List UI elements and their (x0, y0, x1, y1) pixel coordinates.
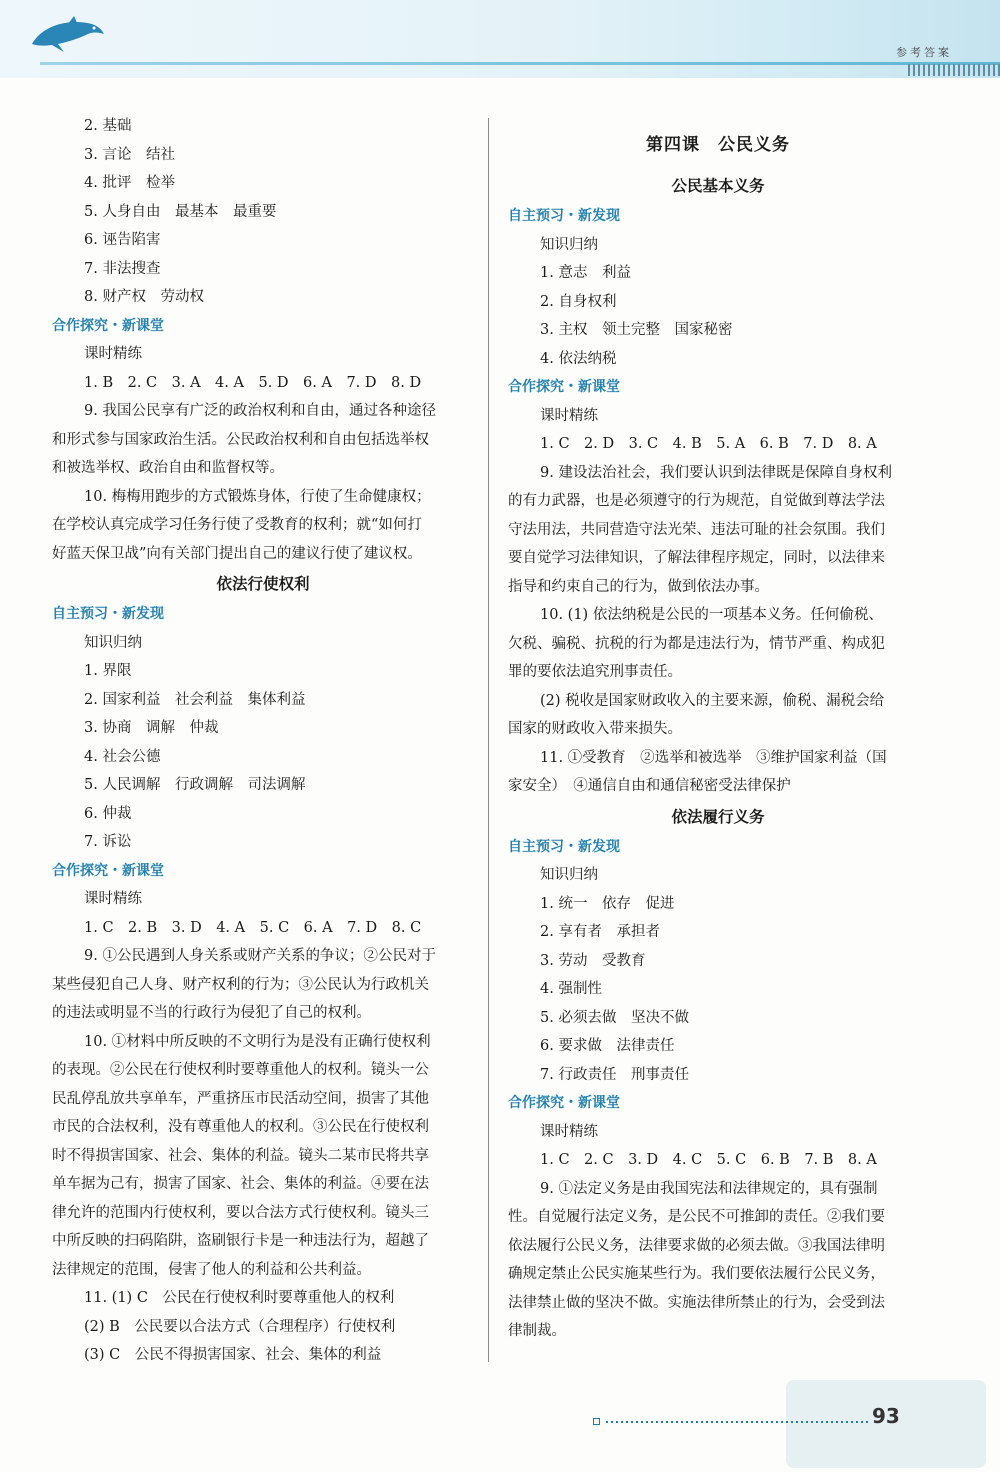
paragraph-line: 律允许的范围内行使权利，要以合法方式行使权利。镜头三 (52, 1204, 429, 1221)
answer-line: 知识归纳 (540, 236, 598, 253)
answer-line: 4. 依法纳税 (540, 350, 617, 367)
paragraph-line: 11. ①受教育 ②选举和被选举 ③维护国家利益（国 (540, 749, 887, 766)
paragraph-line: 和被选举权、政治自由和监督权等。 (52, 460, 284, 476)
paragraph-line: 依法履行公民义务，法律要求做的必须去做。③我国法律明 (508, 1237, 885, 1254)
paragraph-line: 法律禁止做的坚决不做。实施法律所禁止的行为，会受到法 (508, 1294, 885, 1311)
answer-line: 课时精练 (84, 891, 142, 907)
answer-line: 课时精练 (84, 346, 142, 362)
answer-line: 2. 享有者 承担者 (540, 924, 660, 940)
answer-line: 知识归纳 (84, 634, 142, 651)
paragraph-line: 的有力武器，也是必须遵守的行为规范，自觉做到尊法学法 (508, 493, 885, 509)
paragraph-line: 中所反映的扫码陷阱，盗刷银行卡是一种违法行为，超越了 (52, 1233, 429, 1249)
answer-line: 5. 人民调解 行政调解 司法调解 (84, 777, 306, 793)
paragraph-line: 确规定禁止公民实施某些行为。我们要依法履行公民义务， (508, 1266, 885, 1282)
answer-line: 2. 基础 (84, 118, 132, 134)
dolphin-logo-icon (28, 14, 108, 56)
paragraph-line: 某些侵犯自己人身、财产权利的行为；③公民认为行政机关 (52, 976, 429, 993)
answer-line: 5. 人身自由 最基本 最重要 (84, 203, 277, 220)
section-label: 合作探究・新课堂 (508, 379, 620, 395)
section-label: 自主预习・新发现 (508, 208, 620, 224)
paragraph-line: 民乱停乱放共享单车，严重挤压市民活动空间，损害了其他 (52, 1090, 429, 1107)
paragraph-line: 9. 建设法治社会，我们要认识到法律既是保障自身权利 (540, 464, 892, 481)
footer-square-icon (593, 1418, 600, 1425)
answer-line: 4. 社会公德 (84, 748, 161, 765)
paragraph-line: 10. (1) 依法纳税是公民的一项基本义务。任何偷税、 (540, 607, 883, 623)
paragraph-line: 9. 我国公民享有广泛的政治权利和自由，通过各种途径 (84, 403, 436, 419)
paragraph-line: 10. 梅梅用跑步的方式锻炼身体，行使了生命健康权； (84, 488, 431, 505)
paragraph-line: 国家的财政收入带来损失。 (508, 721, 682, 737)
answer-line: 4. 批评 检举 (84, 175, 175, 191)
answer-line: 1. C 2. D 3. C 4. B 5. A 6. B 7. D 8. A (540, 436, 877, 452)
answer-line: 3. 协商 调解 仲裁 (84, 720, 219, 736)
answer-line: (2) B 公民要以合法方式（合理程序）行使权利 (84, 1318, 396, 1335)
paragraph-line: 性。自觉履行法定义务，是公民不可推卸的责任。②我们要 (508, 1209, 885, 1225)
paragraph-line: 10. ①材料中所反映的不文明行为是没有正确行使权利 (84, 1033, 431, 1050)
paragraph-line: 家安全） ④通信自由和通信秘密受法律保护 (508, 778, 791, 794)
answer-line: 2. 国家利益 社会利益 集体利益 (84, 691, 306, 708)
answer-line: 3. 劳动 受教育 (540, 952, 646, 969)
paragraph-line: 和形式参与国家政治生活。公民政治权利和自由包括选举权 (52, 431, 429, 448)
section-label: 自主预习・新发现 (508, 838, 620, 855)
header-tick-marks (908, 64, 1000, 76)
page-number: 93 (872, 1404, 900, 1428)
paragraph-line: 法律规定的范围，侵害了他人的利益和公共利益。 (52, 1261, 371, 1278)
answer-line: (3) C 公民不得损害国家、社会、集体的利益 (84, 1347, 382, 1363)
answer-line: 1. B 2. C 3. A 4. A 5. D 6. A 7. D 8. D (84, 374, 422, 391)
paragraph-line: 在学校认真完成学习任务行使了受教育的权利；就“如何打 (52, 517, 422, 533)
section-label: 合作探究・新课堂 (508, 1095, 620, 1111)
answer-line: 6. 要求做 法律责任 (540, 1038, 675, 1054)
section-heading: 依法行使权利 (216, 575, 310, 593)
answer-line: 1. 意志 利益 (540, 265, 631, 281)
answer-line: 6. 仲裁 (84, 805, 132, 822)
paragraph-line: 罪的要依法追究刑事责任。 (508, 664, 682, 680)
paragraph-line: (2) 税收是国家财政收入的主要来源，偷税、漏税会给 (540, 692, 885, 709)
section-label: 合作探究・新课堂 (52, 862, 164, 879)
answer-line: 1. C 2. C 3. D 4. C 5. C 6. B 7. B 8. A (540, 1152, 877, 1168)
paragraph-line: 好蓝天保卫战”向有关部门提出自己的建议行使了建议权。 (52, 545, 422, 562)
header-rule (40, 62, 1000, 65)
section-heading: 依法履行义务 (671, 807, 765, 826)
answer-line: 1. C 2. B 3. D 4. A 5. C 6. A 7. D 8. C (84, 919, 422, 936)
answer-line: 11. (1) C 公民在行使权利时要尊重他人的权利 (84, 1290, 395, 1306)
paragraph-line: 单车据为己有，损害了国家、社会、集体的利益。④要在法 (52, 1176, 429, 1192)
answer-line: 7. 诉讼 (84, 834, 132, 850)
answer-line: 6. 诬告陷害 (84, 232, 161, 248)
paragraph-line: 守法用法，共同营造守法光荣、违法可耻的社会氛围。我们 (508, 521, 885, 538)
answer-line: 5. 必须去做 坚决不做 (540, 1009, 689, 1026)
paragraph-line: 9. ①法定义务是由我国宪法和法律规定的，具有强制 (540, 1180, 878, 1197)
lesson-title: 第四课 公民义务 (646, 135, 790, 155)
answer-line: 课时精练 (540, 1123, 598, 1140)
paragraph-line: 指导和约束自己的行为，做到依法办事。 (508, 578, 769, 595)
section-label: 自主预习・新发现 (52, 606, 164, 622)
answer-line: 2. 自身权利 (540, 293, 617, 310)
answer-line: 7. 非法搜查 (84, 260, 161, 277)
answer-line: 知识归纳 (540, 867, 598, 883)
answer-line: 1. 统一 依存 促进 (540, 895, 675, 912)
column-divider (488, 118, 489, 1362)
answer-line: 4. 强制性 (540, 981, 602, 997)
paragraph-line: 的表现。②公民在行使权利时要尊重他人的权利。镜头一公 (52, 1062, 429, 1078)
answer-line: 7. 行政责任 刑事责任 (540, 1066, 689, 1083)
answer-line: 3. 言论 结社 (84, 146, 175, 163)
paragraph-line: 时不得损害国家、社会、集体的利益。镜头二某市民将共享 (52, 1147, 429, 1164)
section-heading: 公民基本义务 (671, 177, 765, 195)
right-column (508, 112, 928, 1346)
answer-line: 课时精练 (540, 407, 598, 424)
page-header (0, 0, 1000, 78)
answer-line: 1. 界限 (84, 663, 132, 679)
paragraph-line: 市民的合法权利，没有尊重他人的权利。③公民在行使权利 (52, 1119, 429, 1135)
header-title: 参考答案 (896, 46, 952, 59)
paragraph-line: 律制裁。 (508, 1323, 566, 1339)
paragraph-line: 的违法或明显不当的行政行为侵犯了自己的权利。 (52, 1005, 371, 1021)
footer-dotted-rule (606, 1421, 870, 1423)
paragraph-line: 要自觉学习法律知识，了解法律程序规定，同时，以法律来 (508, 550, 885, 566)
section-label: 合作探究・新课堂 (52, 317, 164, 334)
left-column (52, 112, 474, 1370)
answer-line: 3. 主权 领土完整 国家秘密 (540, 322, 733, 338)
answer-line: 8. 财产权 劳动权 (84, 289, 204, 305)
paragraph-line: 9. ①公民遇到人身关系或财产关系的争议；②公民对于 (84, 948, 436, 964)
paragraph-line: 欠税、骗税、抗税的行为都是违法行为，情节严重、构成犯 (508, 635, 885, 652)
